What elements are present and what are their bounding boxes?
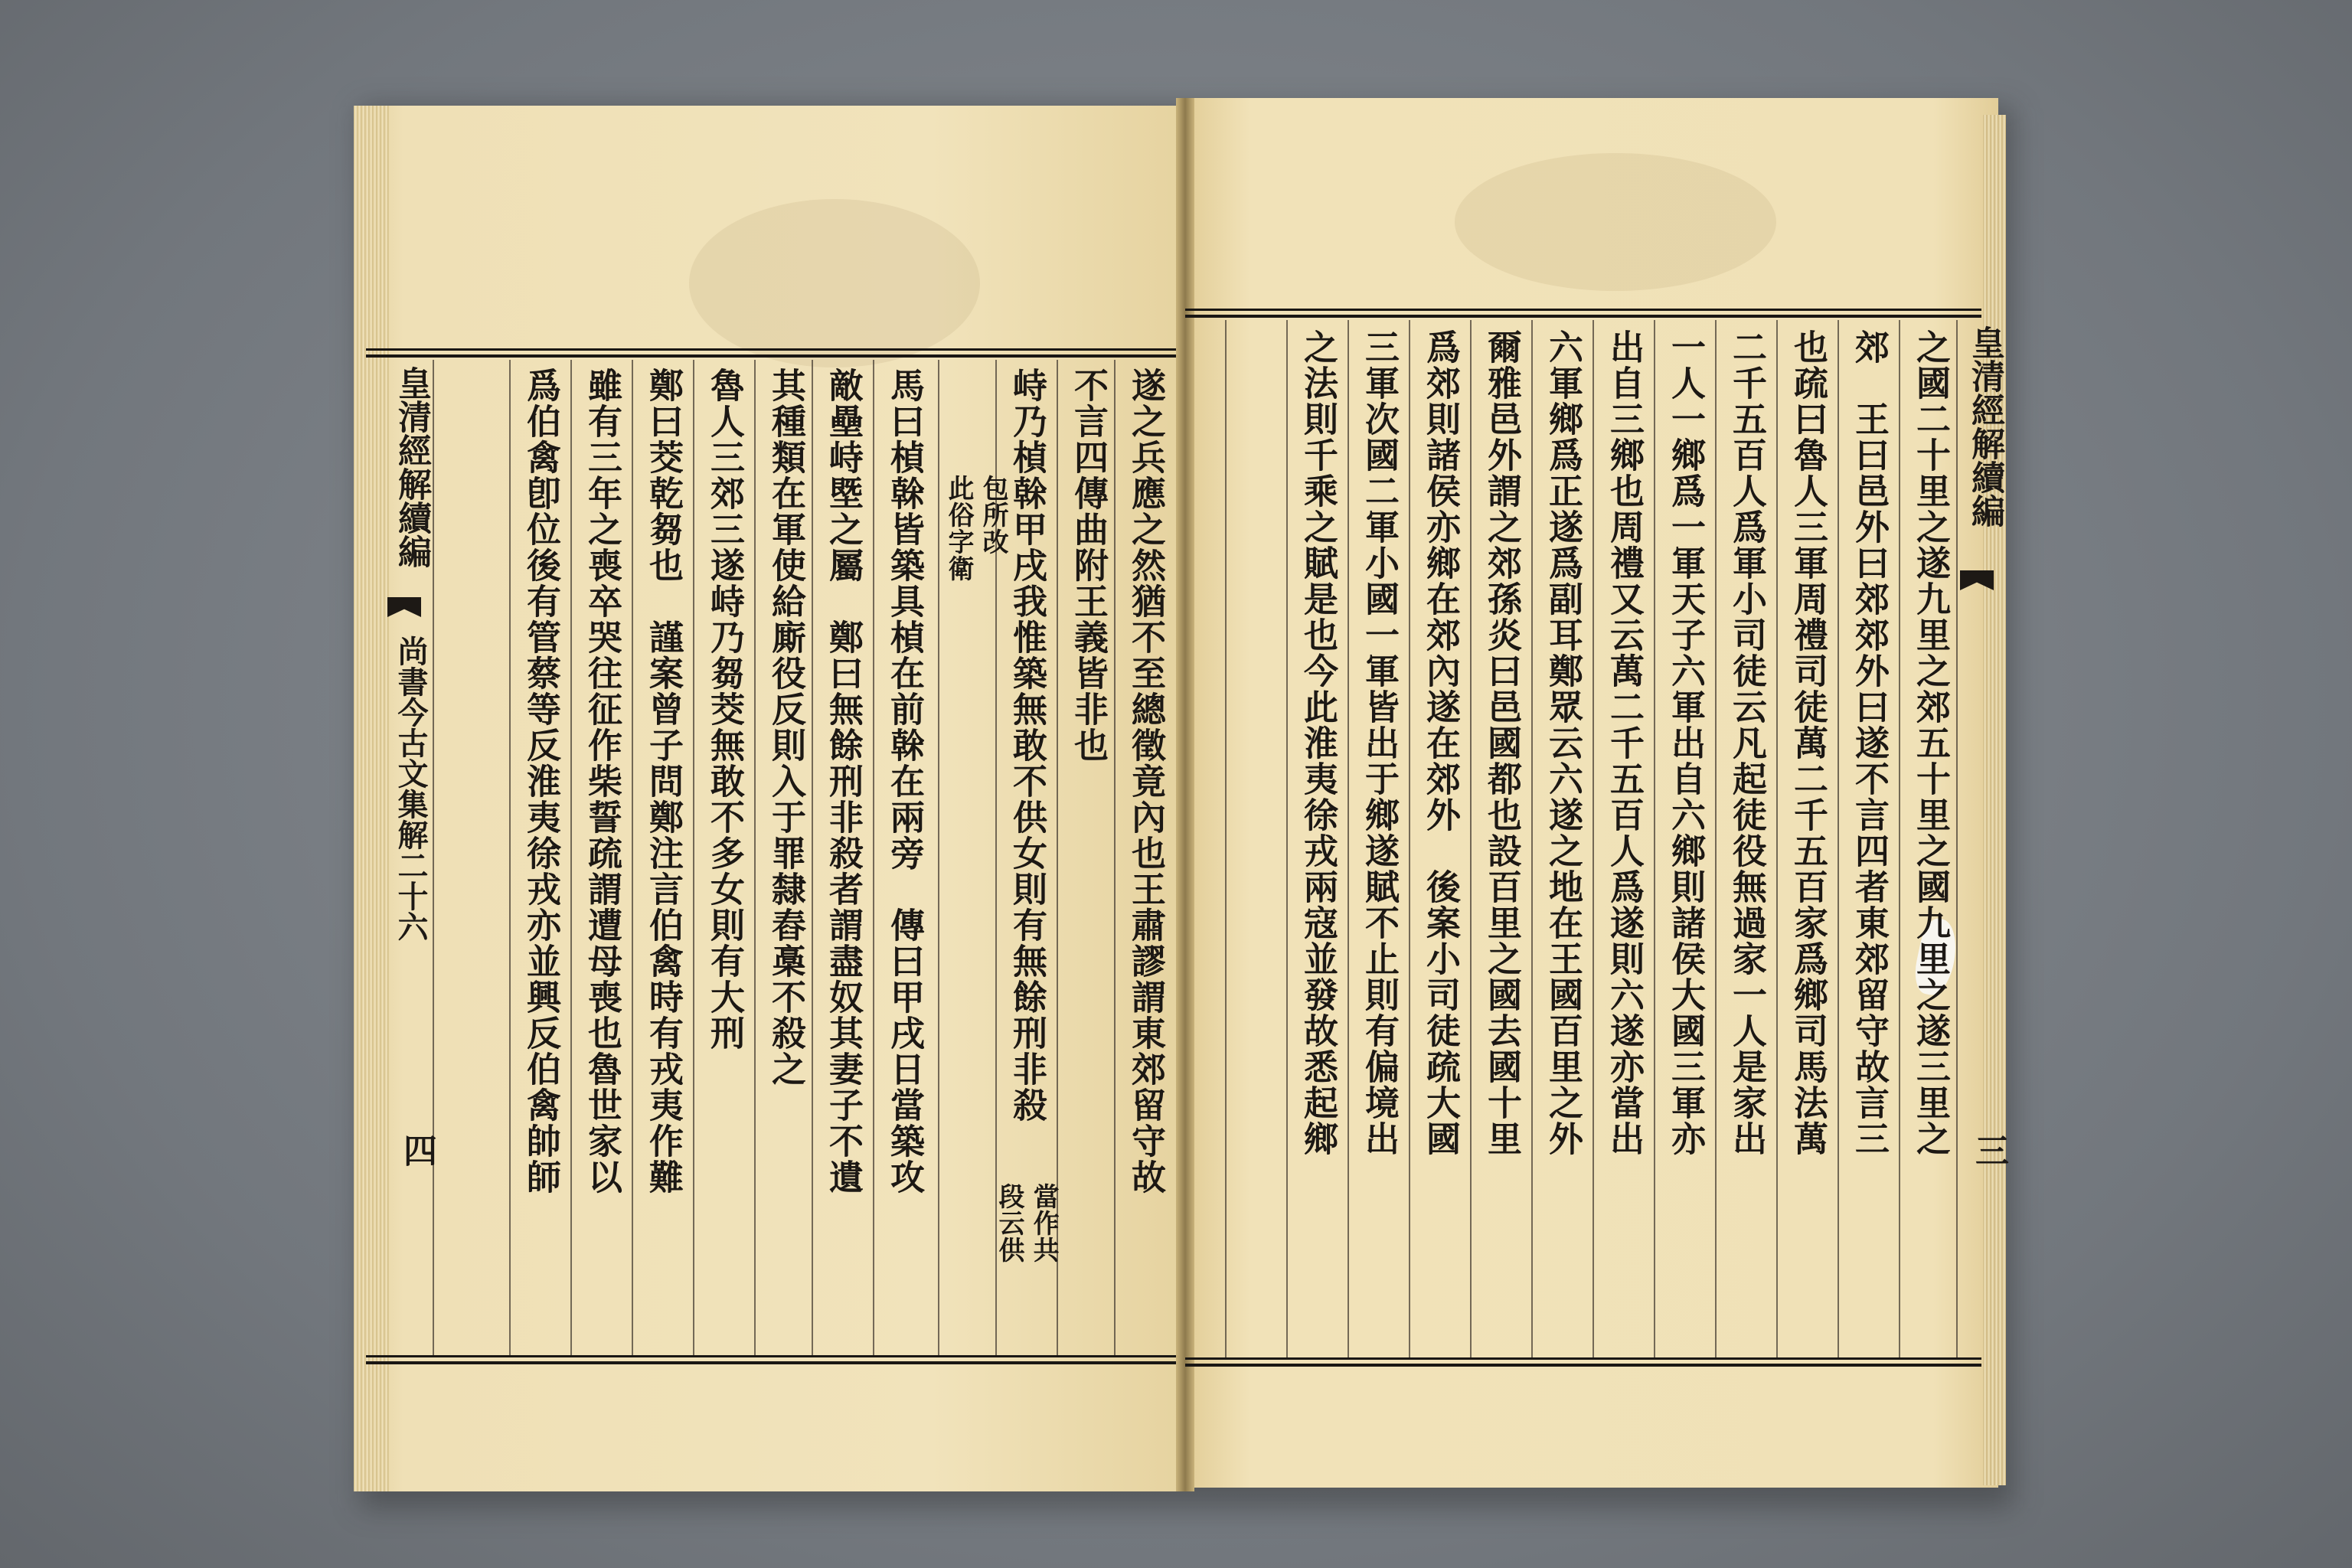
right-column-5: 一人一鄉爲一軍天子六軍出自六鄉則諸侯大國三軍亦: [1665, 329, 1706, 1157]
right-column-6: 出自三鄉也周禮又云萬二千五百人爲遂則六遂亦當出: [1604, 329, 1645, 1157]
right-bottom-border: [1185, 1357, 1981, 1368]
left-page-edges: [354, 106, 389, 1491]
left-page-number: 四: [397, 1133, 436, 1167]
left-column-8: 鄭曰茭乾芻也 謹案曾子問鄭注言伯禽時有戎夷作難: [643, 368, 684, 1195]
right-page-number: 三: [1969, 1133, 2008, 1167]
left-column-10: 爲伯禽卽位後有管蔡等反淮夷徐戎亦並興反伯禽帥師: [521, 368, 561, 1195]
book-gutter: [1176, 98, 1194, 1491]
right-column-9: 爲郊則諸侯亦鄉在郊內遂在郊外 後案小司徒疏大國: [1420, 329, 1461, 1157]
left-column-9: 雖有三年之喪卒哭往征作柴誓疏謂遭母喪也魯世家以: [582, 368, 622, 1195]
right-column-4: 二千五百人爲軍小司徒云凡起徒役無過家一人是家出: [1726, 329, 1767, 1157]
right-column-11: 之法則千乘之賦是也今此淮夷徐戎兩寇並發故悉起鄉: [1298, 329, 1338, 1157]
left-column-7: 魯人三郊三遂峙乃芻茭無敢不多女則有大刑: [704, 368, 745, 1051]
left-column-2: 不言四傳曲附王義皆非也: [1068, 368, 1109, 763]
right-header-title: 皇清經解續編: [1965, 325, 2004, 528]
left-header-title: 皇清經解續編: [392, 366, 431, 568]
right-column-7: 六軍鄉爲正遂爲副耳鄭眾云六遂之地在王國百里之外: [1543, 329, 1583, 1157]
left-small-note-1: 段云供 當作共: [994, 1183, 1060, 1263]
left-small-note-2: 此俗字衛 包所改: [943, 475, 1009, 582]
right-column-10: 三軍次國二軍小國一軍皆出于鄉遂賦不止則有偏境出: [1359, 329, 1400, 1157]
left-header-section: 尚書今古文集解二十六: [393, 635, 429, 942]
right-column-3: 也疏曰魯人三軍周禮司徒萬二千五百家爲鄉司馬法萬: [1788, 329, 1828, 1157]
left-column-4: 馬曰楨榦皆築具楨在前榦在兩旁 傳曰甲戌日當築攻: [884, 368, 925, 1195]
paper-stain: [1455, 153, 1776, 291]
left-column-3: 峙乃楨榦甲戌我惟築無敢不供女則有無餘刑非殺: [1007, 368, 1047, 1123]
left-bottom-border: [366, 1355, 1176, 1366]
right-column-2: 郊 王曰邑外曰郊郊外曰遂不言四者東郊留守故言三: [1849, 329, 1890, 1157]
left-column-6: 其種類在軍使給廝役反則入于罪隸舂槀不殺之: [766, 368, 806, 1087]
right-column-1: 之國二十里之遂九里之郊五十里之國九里之遂三里之: [1910, 329, 1951, 1157]
left-top-border: [366, 348, 1176, 359]
left-column-1: 遂之兵應之然猶不至總徵竟內也王肅謬謂東郊留守故: [1125, 368, 1166, 1195]
right-column-8: 爾雅邑外謂之郊孫炎曰邑國都也設百里之國去國十里: [1481, 329, 1522, 1157]
left-column-5: 敵壘峙塈之屬 鄭曰無餘刑非殺者謂盡奴其妻子不遺: [823, 368, 864, 1195]
right-page-edges: [1983, 115, 2006, 1485]
paper-stain: [689, 199, 980, 368]
right-top-border: [1185, 309, 1981, 319]
